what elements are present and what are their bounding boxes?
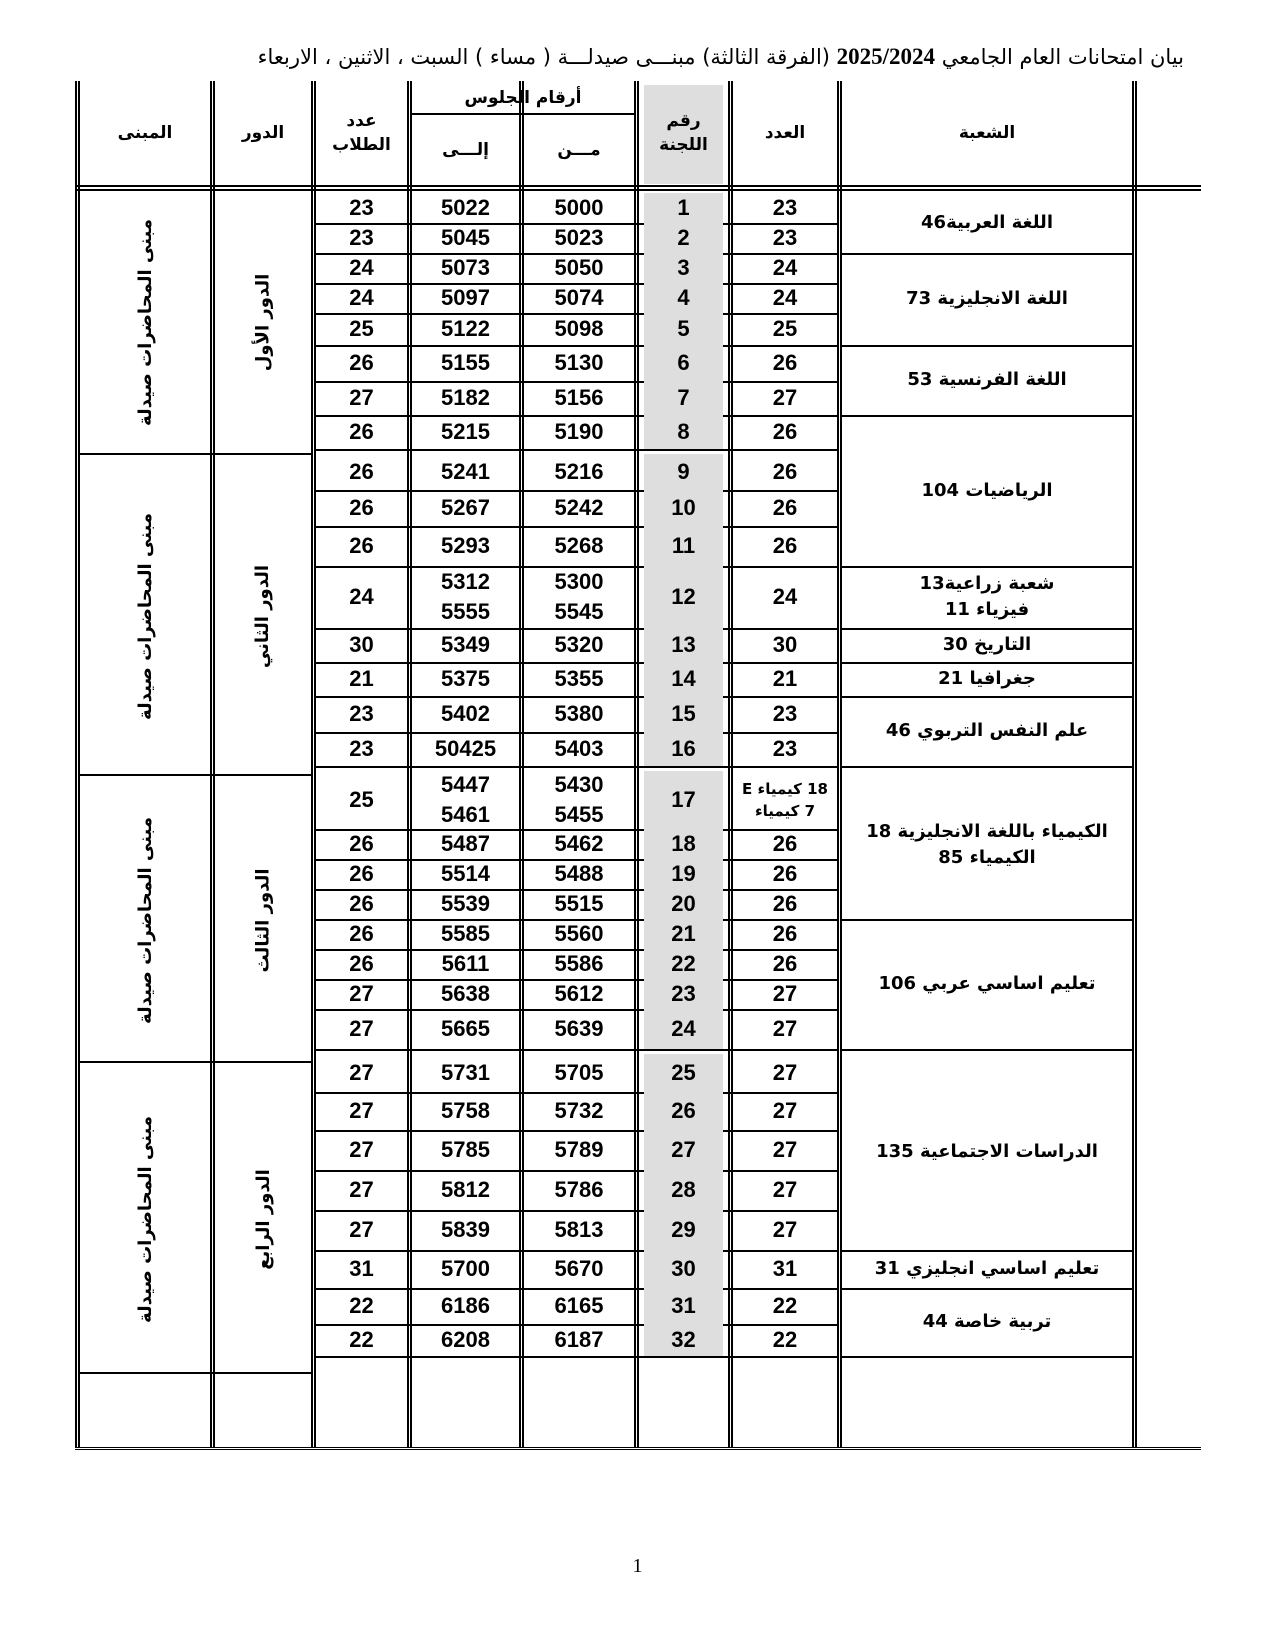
committee-cell: 32 bbox=[671, 1327, 696, 1352]
branch-cell-line1: الكيمياء باللغة الانجليزية 18 bbox=[866, 821, 1108, 842]
committee-cell: 4 bbox=[677, 285, 690, 310]
row-line bbox=[316, 766, 837, 768]
count-cell: 24 bbox=[772, 584, 798, 609]
branch-cell: اللغة الفرنسية 53 bbox=[907, 369, 1067, 390]
committee-cell: 14 bbox=[671, 666, 696, 691]
seat-from-cell: 5156 bbox=[554, 385, 604, 410]
building-label: مبنى المحاضرات صيدلة bbox=[134, 218, 156, 426]
row-line bbox=[316, 449, 837, 451]
branch-cell: تعليم اساسي عربي 106 bbox=[878, 973, 1096, 994]
seat-from-cell bbox=[524, 566, 634, 628]
branch-cell: التاريخ 30 bbox=[942, 634, 1032, 655]
header-building: المبنى bbox=[117, 122, 173, 143]
committee-cell: 17 bbox=[671, 787, 696, 812]
title-year: 2025/2024 bbox=[836, 44, 936, 69]
students-cell: 25 bbox=[349, 316, 374, 341]
seat-from-cell: 5586 bbox=[554, 951, 604, 976]
committee-cell: 1 bbox=[677, 195, 690, 220]
seat-from-cell: 5705 bbox=[554, 1060, 604, 1085]
count-cell: 23 bbox=[772, 736, 798, 761]
branch-cell: اللغة الانجليزية 73 bbox=[906, 288, 1068, 309]
seat-to-cell: 5514 bbox=[441, 861, 490, 886]
committee-cell: 25 bbox=[671, 1060, 696, 1085]
committee-cell: 6 bbox=[677, 350, 690, 375]
seat-to-cell: 5293 bbox=[441, 533, 490, 558]
students-cell: 26 bbox=[349, 419, 374, 444]
committee-cell: 23 bbox=[671, 981, 696, 1006]
students-cell: 23 bbox=[349, 195, 374, 220]
committee-cell: 15 bbox=[671, 701, 696, 726]
students-cell: 24 bbox=[349, 285, 374, 310]
floor-label: الدور الرابع bbox=[252, 1168, 274, 1270]
seat-from-cell: 5320 bbox=[554, 632, 604, 657]
count-cell: 23 bbox=[772, 195, 798, 220]
count-cell: 26 bbox=[772, 495, 798, 520]
count-cell: 22 bbox=[772, 1293, 798, 1318]
branch-cell: تعليم اساسي انجليزي 31 bbox=[874, 1258, 1100, 1279]
students-cell: 22 bbox=[349, 1327, 374, 1352]
seat-from-cell: 6165 bbox=[554, 1293, 604, 1318]
count-cell: 24 bbox=[772, 255, 798, 280]
count-cell: 24 bbox=[772, 285, 798, 310]
count-cell: 23 bbox=[772, 225, 798, 250]
students-cell: 24 bbox=[349, 584, 374, 609]
count-cell: 26 bbox=[772, 921, 798, 946]
seat-from-cell: 6187 bbox=[554, 1327, 604, 1352]
seat-to-cell-line2: 5461 bbox=[441, 802, 490, 827]
row-line bbox=[316, 1356, 837, 1358]
committee-cell: 7 bbox=[677, 385, 690, 410]
branch-cell-line2: الكيمياء 85 bbox=[938, 847, 1036, 868]
building-label: مبنى المحاضرات صيدلة bbox=[134, 816, 156, 1024]
students-cell: 24 bbox=[349, 255, 374, 280]
seat-from-cell: 5515 bbox=[554, 891, 604, 916]
seat-from-cell-line1: 5300 bbox=[554, 569, 604, 594]
seat-to-cell: 5182 bbox=[441, 385, 490, 410]
committee-cell: 8 bbox=[677, 419, 690, 444]
committee-cell: 29 bbox=[671, 1217, 696, 1242]
students-cell: 26 bbox=[349, 459, 374, 484]
branch-cell-line2: فيزياء 11 bbox=[944, 599, 1030, 620]
count-cell-line2: 7 كيمياء bbox=[755, 802, 815, 820]
seat-to-cell: 5215 bbox=[441, 419, 490, 444]
committee-cell: 3 bbox=[677, 255, 690, 280]
seat-from-cell: 5732 bbox=[554, 1098, 604, 1123]
students-cell: 26 bbox=[349, 951, 374, 976]
branch-line bbox=[842, 1049, 1132, 1051]
seat-from-cell: 5216 bbox=[554, 459, 604, 484]
seat-to-cell: 5349 bbox=[441, 632, 490, 657]
seat-to-cell: 5638 bbox=[441, 981, 490, 1006]
building-cell-4 bbox=[80, 1066, 210, 1372]
branch-cell-line1: شعبة زراعية13 bbox=[919, 573, 1055, 594]
branch-cell bbox=[842, 771, 1132, 919]
seat-from-cell: 5789 bbox=[554, 1137, 604, 1162]
seat-to-cell: 5375 bbox=[441, 666, 490, 691]
seat-from-cell: 5098 bbox=[554, 316, 604, 341]
seat-to-cell: 5700 bbox=[441, 1256, 490, 1281]
seat-from-cell: 5403 bbox=[554, 736, 604, 761]
committee-cell: 24 bbox=[671, 1016, 696, 1041]
students-cell: 27 bbox=[349, 1177, 374, 1202]
count-cell: 23 bbox=[772, 701, 798, 726]
seat-to-cell: 6186 bbox=[441, 1293, 490, 1318]
count-cell: 27 bbox=[772, 385, 798, 410]
floor-label: الدور الثالث bbox=[252, 868, 274, 972]
seat-from-cell: 5786 bbox=[554, 1177, 604, 1202]
count-cell-line1: 18 كيمياء E bbox=[742, 780, 828, 798]
students-cell: 21 bbox=[349, 666, 374, 691]
count-cell: 27 bbox=[772, 981, 798, 1006]
seat-from-cell: 5023 bbox=[554, 225, 604, 250]
exam-schedule-table bbox=[75, 81, 1201, 1450]
committee-cell: 12 bbox=[671, 584, 696, 609]
students-cell: 26 bbox=[349, 350, 374, 375]
seat-from-cell: 5488 bbox=[554, 861, 604, 886]
header-count: العدد bbox=[764, 122, 806, 143]
committee-cell: 18 bbox=[671, 831, 696, 856]
students-cell: 26 bbox=[349, 891, 374, 916]
group-line bbox=[80, 1372, 311, 1374]
header-to: إلـــى bbox=[442, 139, 489, 160]
seat-to-cell: 5665 bbox=[441, 1016, 490, 1041]
seat-to-cell bbox=[412, 566, 519, 628]
count-cell: 27 bbox=[772, 1217, 798, 1242]
count-cell: 27 bbox=[772, 1098, 798, 1123]
committee-cell: 21 bbox=[671, 921, 696, 946]
seat-to-cell bbox=[412, 771, 519, 829]
seat-from-cell: 5639 bbox=[554, 1016, 604, 1041]
count-cell: 26 bbox=[772, 459, 798, 484]
count-cell: 21 bbox=[772, 666, 798, 691]
group-line bbox=[80, 774, 311, 776]
seat-to-cell: 50425 bbox=[434, 736, 497, 761]
building-label: مبنى المحاضرات صيدلة bbox=[134, 1115, 156, 1323]
count-cell: 26 bbox=[772, 533, 798, 558]
seat-from-cell: 5355 bbox=[554, 666, 604, 691]
students-cell: 27 bbox=[349, 1016, 374, 1041]
students-cell: 27 bbox=[349, 1060, 374, 1085]
seat-to-cell: 5022 bbox=[441, 195, 490, 220]
seat-from-cell: 5670 bbox=[554, 1256, 604, 1281]
seat-to-cell: 5585 bbox=[441, 921, 490, 946]
students-cell: 27 bbox=[349, 1217, 374, 1242]
students-cell: 26 bbox=[349, 831, 374, 856]
committee-cell: 5 bbox=[677, 316, 690, 341]
seat-from-cell: 5074 bbox=[554, 285, 604, 310]
students-cell: 22 bbox=[349, 1293, 374, 1318]
count-cell: 26 bbox=[772, 831, 798, 856]
floor-cell-1 bbox=[215, 191, 311, 453]
title-after: (الفرقة الثالثة) مبنـــى صيدلـــة ( مساء ) السبت ، الاثنين ، الاربعاء bbox=[257, 45, 830, 69]
count-cell: 30 bbox=[772, 632, 798, 657]
seat-to-cell: 6208 bbox=[441, 1327, 490, 1352]
branch-cell: جغرافيا 21 bbox=[938, 668, 1036, 689]
seat-to-cell: 5812 bbox=[441, 1177, 490, 1202]
seat-to-cell: 5487 bbox=[441, 831, 490, 856]
floor-label: الدور الأول bbox=[252, 273, 274, 371]
branch-cell: الدراسات الاجتماعية 135 bbox=[876, 1141, 1098, 1162]
committee-cell: 28 bbox=[671, 1177, 696, 1202]
students-cell: 27 bbox=[349, 1098, 374, 1123]
header-floor: الدور bbox=[241, 122, 285, 143]
committee-cell: 26 bbox=[671, 1098, 696, 1123]
seat-to-cell: 5073 bbox=[441, 255, 490, 280]
count-cell: 26 bbox=[772, 891, 798, 916]
seat-to-cell: 5758 bbox=[441, 1098, 490, 1123]
page-title bbox=[84, 44, 1184, 70]
committee-cell: 9 bbox=[677, 459, 690, 484]
seat-from-cell: 5130 bbox=[554, 350, 604, 375]
count-cell: 27 bbox=[772, 1060, 798, 1085]
header-committee-line1: رقم bbox=[666, 110, 701, 131]
count-cell: 26 bbox=[772, 861, 798, 886]
branch-cell: اللغة العربية46 bbox=[921, 212, 1053, 233]
seat-to-cell: 5731 bbox=[441, 1060, 490, 1085]
students-cell: 26 bbox=[349, 495, 374, 520]
header-committee-line2: اللجنة bbox=[659, 134, 708, 155]
seat-from-cell: 5813 bbox=[554, 1217, 604, 1242]
floor-cell-4 bbox=[215, 1066, 311, 1372]
seat-from-cell: 5462 bbox=[554, 831, 604, 856]
committee-cell: 22 bbox=[671, 951, 696, 976]
seat-from-cell-line2: 5545 bbox=[554, 599, 604, 624]
seat-from-cell-line2: 5455 bbox=[554, 802, 604, 827]
floor-cell-3 bbox=[215, 779, 311, 1061]
seat-to-cell: 5155 bbox=[441, 350, 490, 375]
count-cell: 27 bbox=[772, 1016, 798, 1041]
seat-from-cell: 5050 bbox=[554, 255, 604, 280]
students-cell: 30 bbox=[349, 632, 374, 657]
committee-cell: 19 bbox=[671, 861, 696, 886]
count-cell: 27 bbox=[772, 1177, 798, 1202]
seat-from-cell: 5380 bbox=[554, 701, 604, 726]
group-line bbox=[80, 453, 311, 455]
header-seats: أرقام الجلوس bbox=[464, 88, 582, 108]
branch-cell: علم النفس التربوي 46 bbox=[885, 720, 1089, 741]
floor-label: الدور الثاني bbox=[252, 564, 274, 668]
seat-to-cell: 5122 bbox=[441, 316, 490, 341]
seat-to-cell: 5241 bbox=[441, 459, 490, 484]
count-cell: 26 bbox=[772, 419, 798, 444]
seat-from-cell: 5000 bbox=[554, 195, 604, 220]
header-committee bbox=[639, 81, 728, 184]
count-cell: 26 bbox=[772, 350, 798, 375]
page-number: 1 bbox=[632, 1555, 643, 1577]
seat-to-cell: 5785 bbox=[441, 1137, 490, 1162]
branch-line bbox=[842, 1356, 1132, 1358]
count-cell: 31 bbox=[772, 1256, 798, 1281]
seat-to-cell: 5611 bbox=[441, 951, 490, 976]
group-line bbox=[80, 1061, 311, 1063]
seat-to-cell-line1: 5447 bbox=[441, 772, 490, 797]
seat-to-cell-line2: 5555 bbox=[441, 599, 490, 624]
seat-to-cell: 5402 bbox=[441, 701, 490, 726]
count-cell: 27 bbox=[772, 1137, 798, 1162]
branch-cell: تربية خاصة 44 bbox=[922, 1311, 1052, 1332]
building-cell-2 bbox=[80, 458, 210, 774]
title-before: بيان امتحانات العام الجامعي bbox=[941, 45, 1184, 69]
seat-to-cell: 5839 bbox=[441, 1217, 490, 1242]
seat-from-cell bbox=[524, 771, 634, 829]
row-line bbox=[316, 1049, 837, 1051]
header-branch: الشعبة bbox=[958, 122, 1016, 143]
seat-to-cell-line1: 5312 bbox=[441, 569, 490, 594]
count-cell: 22 bbox=[772, 1327, 798, 1352]
committee-cell: 2 bbox=[677, 225, 690, 250]
committee-cell: 20 bbox=[671, 891, 696, 916]
students-cell: 23 bbox=[349, 225, 374, 250]
committee-cell: 10 bbox=[671, 495, 696, 520]
seat-to-cell: 5539 bbox=[441, 891, 490, 916]
floor-cell-2 bbox=[215, 458, 311, 774]
branch-cell: الرياضيات 104 bbox=[921, 479, 1053, 501]
seat-from-cell-line1: 5430 bbox=[554, 772, 604, 797]
count-cell: 26 bbox=[772, 951, 798, 976]
seat-from-cell: 5612 bbox=[554, 981, 604, 1006]
students-cell: 27 bbox=[349, 981, 374, 1006]
students-cell: 23 bbox=[349, 736, 374, 761]
students-cell: 27 bbox=[349, 1137, 374, 1162]
building-cell-1 bbox=[80, 191, 210, 453]
seat-to-cell: 5045 bbox=[441, 225, 490, 250]
committee-cell: 13 bbox=[671, 632, 696, 657]
header-students-line1: عدد bbox=[346, 110, 377, 131]
count-cell bbox=[733, 771, 837, 829]
header-students bbox=[316, 81, 407, 184]
students-cell: 26 bbox=[349, 861, 374, 886]
students-cell: 23 bbox=[349, 701, 374, 726]
seat-from-cell: 5242 bbox=[554, 495, 604, 520]
committee-cell: 30 bbox=[671, 1256, 696, 1281]
building-label: مبنى المحاضرات صيدلة bbox=[134, 512, 156, 720]
seat-to-cell: 5267 bbox=[441, 495, 490, 520]
committee-cell: 11 bbox=[671, 533, 696, 558]
committee-cell: 31 bbox=[671, 1293, 696, 1318]
building-cell-3 bbox=[80, 779, 210, 1061]
students-cell: 25 bbox=[349, 787, 374, 812]
seat-from-cell: 5560 bbox=[554, 921, 604, 946]
seat-from-cell: 5190 bbox=[554, 419, 604, 444]
header-from: مـــن bbox=[557, 139, 601, 160]
students-cell: 27 bbox=[349, 385, 374, 410]
students-cell: 31 bbox=[349, 1256, 374, 1281]
committee-cell: 16 bbox=[671, 736, 696, 761]
header-students-line2: الطلاب bbox=[332, 134, 391, 155]
branch-line bbox=[842, 766, 1132, 768]
students-cell: 26 bbox=[349, 533, 374, 558]
committee-cell: 27 bbox=[671, 1137, 696, 1162]
students-cell: 26 bbox=[349, 921, 374, 946]
seat-from-cell: 5268 bbox=[554, 533, 604, 558]
count-cell: 25 bbox=[772, 316, 798, 341]
branch-cell bbox=[842, 566, 1132, 628]
seat-to-cell: 5097 bbox=[441, 285, 490, 310]
